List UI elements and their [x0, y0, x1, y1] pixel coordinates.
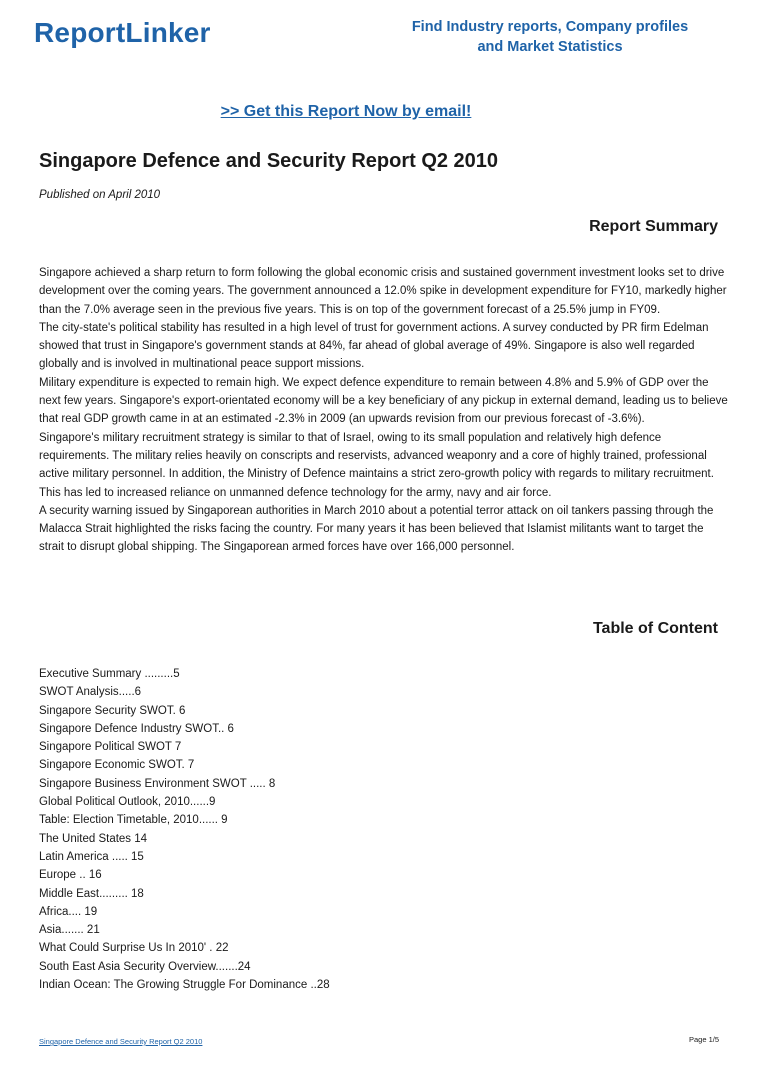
- tagline-line-1: Find Industry reports, Company profiles: [411, 19, 689, 35]
- table-of-content-list: [39, 665, 731, 994]
- report-title: Singapore Defence and Security Report Q2 2010: [39, 150, 499, 172]
- toc-item: Executive Summary .........5: [39, 668, 180, 680]
- toc-item: Indian Ocean: The Growing Struggle For Dominance ..28: [39, 979, 330, 992]
- toc-item: Singapore Economic SWOT. 7: [39, 759, 195, 772]
- report-summary-heading: Report Summary: [589, 218, 718, 235]
- toc-item: Singapore Defence Industry SWOT.. 6: [39, 722, 234, 735]
- summary-paragraph: The city-state's political stability has resulted in a high level of trust for government actions. A survey conducted by PR firm Edelman showed that trust in Singapore's government stands at 84%, far ahead of global average of 49%. Singapore is also well regarded globally and is involved in multinational peace support missions.: [39, 321, 709, 371]
- header-tagline: [392, 17, 708, 57]
- summary-paragraph: Singapore achieved a sharp return to form following the global economic crisis and sustained government investment looks set to drive development over the coming years. The government announced a 12.0% spike in development expenditure for FY10, markedly higher than the 7.0% average seen in the previous five years. This is on top of the government forecast of a 25.5% jump in FY09.: [39, 267, 727, 316]
- toc-item: Singapore Security SWOT. 6: [39, 704, 186, 717]
- report-summary-body: [39, 264, 731, 557]
- published-date: Published on April 2010: [39, 189, 161, 201]
- toc-item: The United States 14: [39, 832, 148, 845]
- toc-item: Africa.... 19: [39, 905, 98, 918]
- summary-paragraph: Singapore's military recruitment strategy is similar to that of Israel, owing to its small population and relatively high defence requirements. The military relies heavily on conscripts and reservists, advanced weaponry and a core of highly trained, professional active military personnel. In addition, the Ministry of Defence maintains a strict zero-growth policy with regards to military recruitment. This has led to increased reliance on unmanned defence technology for the army, navy and air force.: [39, 431, 714, 499]
- summary-paragraph: Military expenditure is expected to remain high. We expect defence expenditure to remain between 4.8% and 5.9% of GDP over the next few years. Singapore's export-orientated economy will be a key beneficiary of any pickup in external demand, leading us to believe that real GDP growth came in at an estimated -2.3% in 2009 (an upwards revision from our previous forecast of -3.6%).: [39, 376, 728, 426]
- toc-item: Singapore Business Environment SWOT ..... 8: [39, 777, 276, 790]
- toc-item: Europe .. 16: [39, 869, 102, 882]
- reportlinker-logo[interactable]: ReportLinker: [34, 17, 211, 48]
- table-of-content-heading: Table of Content: [592, 620, 718, 637]
- page-number: Page 1/5: [688, 1035, 719, 1044]
- toc-item: Asia....... 21: [39, 924, 100, 937]
- toc-item: SWOT Analysis.....6: [39, 686, 142, 699]
- footer-report-link[interactable]: Singapore Defence and Security Report Q2 2010: [39, 1037, 203, 1046]
- toc-item: What Could Surprise Us In 2010' . 22: [39, 942, 229, 955]
- summary-paragraph: A security warning issued by Singaporean authorities in March 2010 about a potential terror attack on oil tankers passing through the Malacca Strait highlighted the risks facing the country. For many years it has been believed that Islamist militants want to target the strait to disrupt global shipping. The Singaporean armed forces have over 166,000 personnel.: [39, 504, 714, 554]
- toc-item: Middle East......... 18: [39, 887, 144, 900]
- tagline-line-2: and Market Statistics: [477, 39, 623, 55]
- get-report-email-link[interactable]: >> Get this Report Now by email!: [220, 103, 472, 120]
- toc-item: South East Asia Security Overview.......24: [39, 960, 251, 973]
- toc-item: Latin America ..... 15: [39, 850, 144, 863]
- toc-item: Table: Election Timetable, 2010...... 9: [39, 814, 228, 827]
- toc-item: Global Political Outlook, 2010......9: [39, 796, 216, 809]
- toc-item: Singapore Political SWOT 7: [39, 741, 182, 754]
